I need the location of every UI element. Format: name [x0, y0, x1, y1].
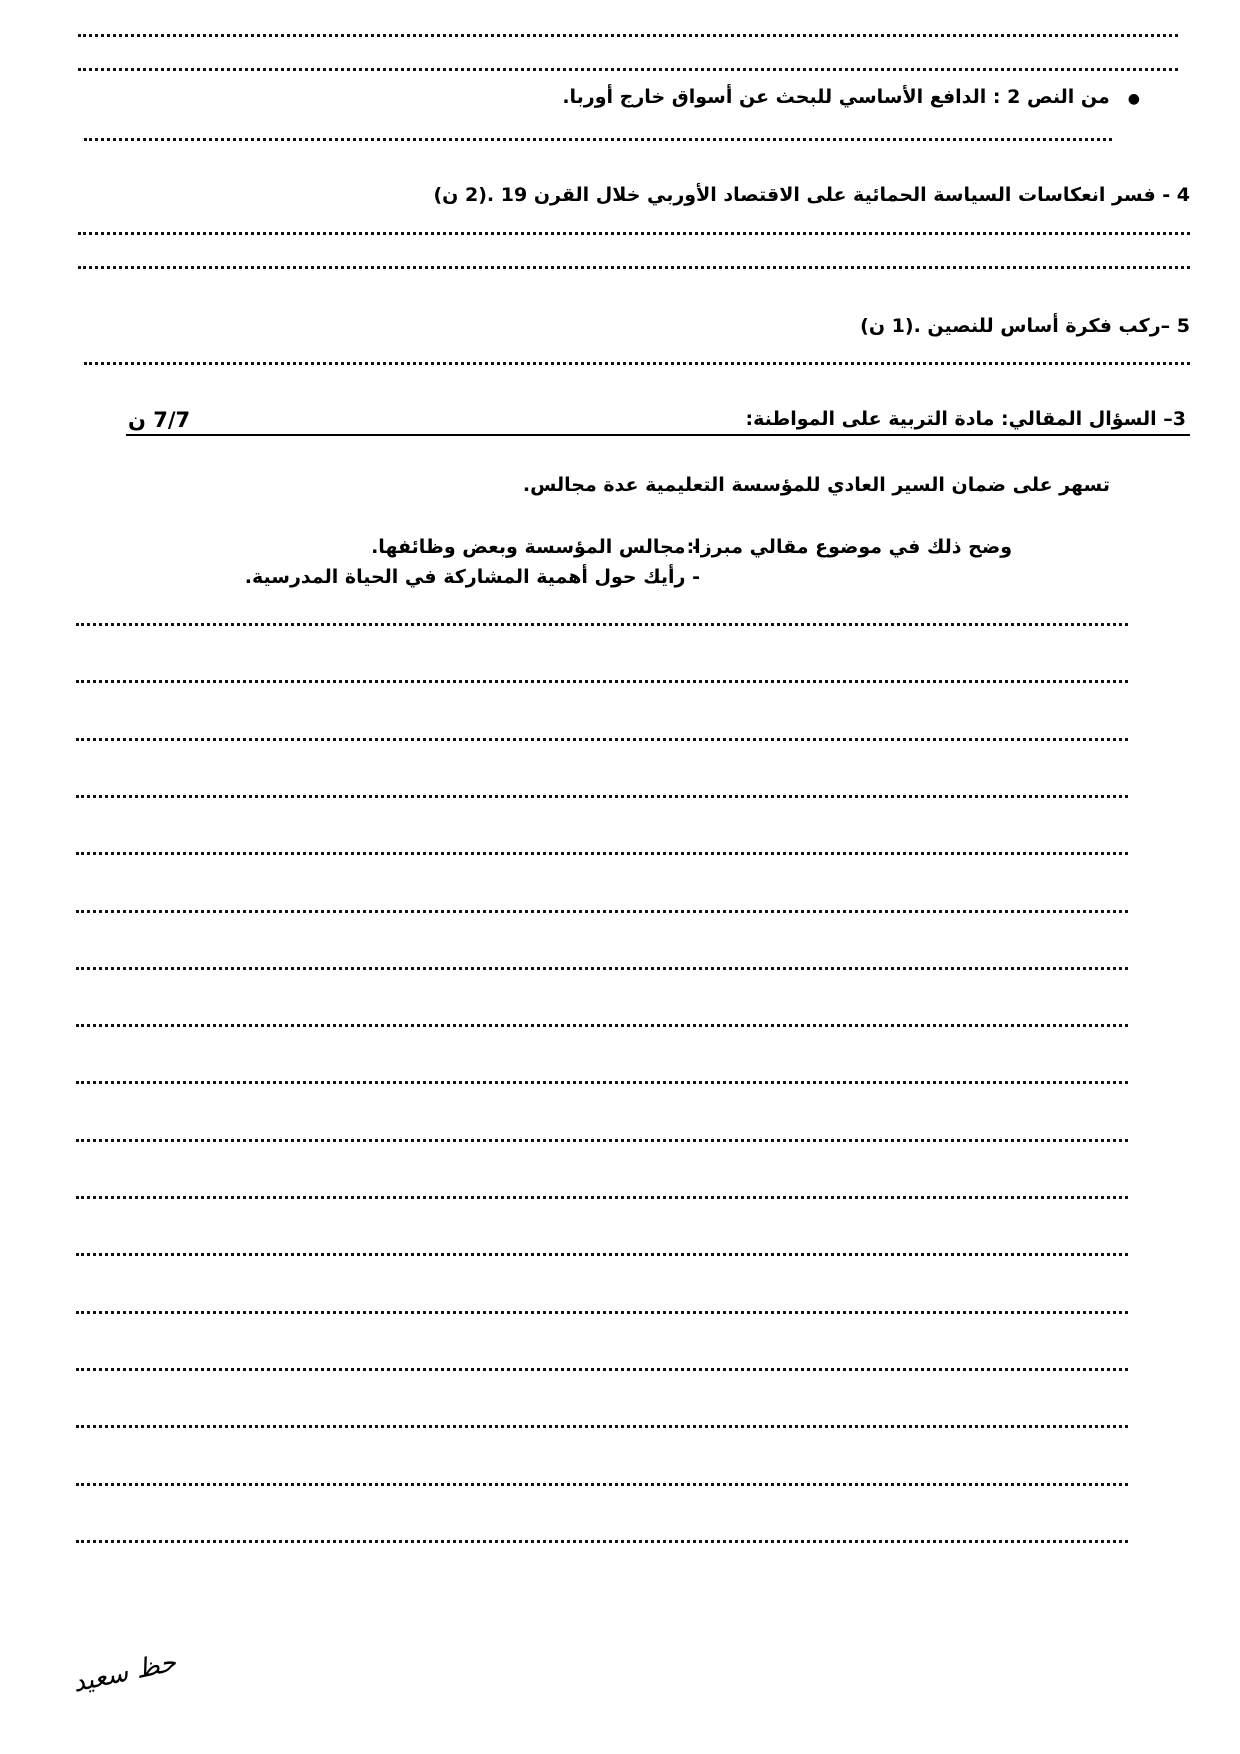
question-5: 5 –ركب فكرة أساس للنصين .(1 ن) [860, 315, 1190, 337]
answer-line [76, 795, 1128, 798]
bullet-item [562, 86, 1140, 109]
answer-line [78, 34, 1178, 37]
answer-line [76, 1253, 1128, 1256]
answer-line [76, 1196, 1128, 1199]
answer-line [76, 910, 1128, 913]
bullet-item-text: من النص 2 : الدافع الأساسي للبحث عن أسواق خارج أوربا. [562, 86, 1110, 108]
essay-intro: تسهر على ضمان السير العادي للمؤسسة التعليمية عدة مجالس. [522, 474, 1110, 496]
answer-line [78, 266, 1190, 269]
answer-line [76, 1024, 1128, 1027]
answer-line [78, 68, 1178, 71]
essay-point-1: - مجالس المؤسسة وبعض وظائفها. [371, 536, 700, 558]
answer-line [76, 1368, 1128, 1371]
heading-underline [126, 434, 1190, 436]
answer-line [76, 680, 1128, 683]
answer-line [78, 232, 1190, 235]
answer-line [84, 138, 1112, 141]
answer-line [76, 1540, 1128, 1543]
answer-line [76, 1081, 1128, 1084]
answer-line [76, 1483, 1128, 1486]
answer-line [76, 852, 1128, 855]
answer-line [76, 1311, 1128, 1314]
answer-line [76, 1139, 1128, 1142]
answer-line [76, 623, 1128, 626]
essay-points: 7/7 ن [128, 408, 191, 432]
answer-line [76, 967, 1128, 970]
essay-heading: 3– السؤال المقالي: مادة التربية على المواطنة: [745, 408, 1186, 430]
essay-instruction: وضح ذلك في موضوع مقالي مبرزا: [686, 536, 1012, 558]
question-4: 4 - فسر انعكاسات السياسة الحمائية على الاقتصاد الأوربي خلال القرن 19 .(2 ن) [433, 184, 1190, 206]
answer-line [76, 738, 1128, 741]
essay-point-2: - رأيك حول أهمية المشاركة في الحياة المدرسية. [244, 566, 700, 588]
bullet-icon: ● [1127, 91, 1140, 107]
answer-line [76, 1425, 1128, 1428]
signature: حظ سعيد [70, 1647, 179, 1699]
answer-line [84, 362, 1190, 365]
